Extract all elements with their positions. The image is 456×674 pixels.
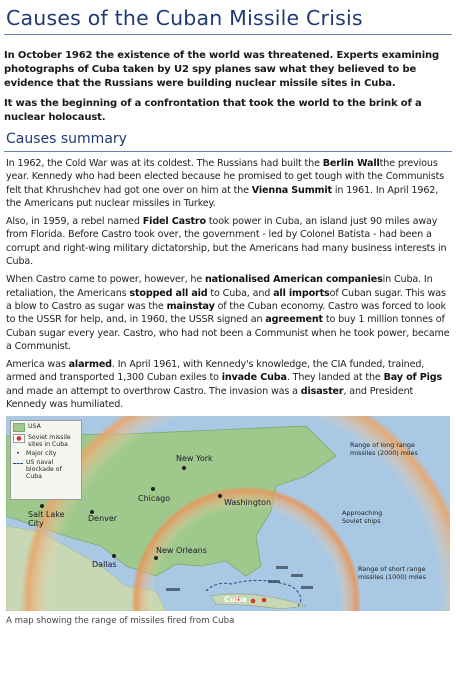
city-dot-chicago xyxy=(151,487,155,491)
intro xyxy=(4,49,452,125)
emphasis: alarmed xyxy=(68,359,112,371)
city-label-new-york: New York xyxy=(176,454,213,464)
text-run: took power in Cuba, an island just 90 miles away from Florida. Before Castro took over, the government - led by Colonel Batista - had been a corrupt and right-wing military dictatorship, but the Americans had many business interests in Cuba. xyxy=(6,216,447,268)
legend-missiles: Soviet missile sites in Cuba xyxy=(28,434,71,449)
page-title: Causes of the Cuban Missile Crisis xyxy=(4,0,452,35)
missile-swatch-icon: ● xyxy=(13,434,25,443)
legend-usa: USA xyxy=(28,423,41,431)
note-long-range: Range of long range missiles (2000) miles xyxy=(350,441,418,457)
city-dot-dallas xyxy=(112,554,116,558)
emphasis: Vienna Summit xyxy=(251,184,332,196)
text-run: America was xyxy=(6,359,69,371)
city-dot-new-york xyxy=(182,466,186,470)
section-heading: Causes summary xyxy=(4,131,452,152)
emphasis: mainstay xyxy=(166,300,215,312)
city-dot-salt-lake xyxy=(40,504,44,508)
emphasis: Berlin Wall xyxy=(322,158,380,169)
missile-range-map xyxy=(6,416,450,611)
text-run: When Castro came to power, however, he xyxy=(6,274,205,286)
usa-swatch-icon xyxy=(13,423,25,432)
city-label-chicago: Chicago xyxy=(138,494,171,504)
text-run: the previous year. Kennedy who had been elected because he promised to get tough with the Communists felt that Khrushchev had got one over on him at the xyxy=(6,158,445,196)
legend-city: Major city xyxy=(26,450,57,458)
blockade-swatch-icon xyxy=(13,459,23,464)
text-run: . They landed at the xyxy=(286,372,384,384)
note-short-range: Range of short range missiles (1000) miles xyxy=(358,565,426,581)
text-run: , and President Kennedy was humiliated. xyxy=(6,385,414,411)
summary-paragraph-1 xyxy=(6,157,452,210)
text-run: of the Cuban economy. Castro was forced to look to the USSR for help, and, in 1960, the USSR signed an xyxy=(6,300,446,326)
city-dot-washington xyxy=(218,494,222,498)
text-run: to Cuba, and xyxy=(207,287,274,299)
text-run: of Cuban sugar. This was a blow to Castro as sugar was the xyxy=(6,287,446,312)
label-cuba: Cuba xyxy=(224,595,247,605)
city-swatch-icon: • xyxy=(16,450,20,458)
emphasis: Fidel Castro xyxy=(142,216,206,228)
text-run: and made an attempt to overthrow Castro. The invasion was a xyxy=(6,385,301,397)
summary-paragraph-4 xyxy=(6,358,452,411)
legend-blockade: US naval blockade of Cuba xyxy=(26,459,62,481)
summary-paragraph-2 xyxy=(6,215,452,268)
emphasis: disaster xyxy=(300,385,344,397)
text-run: in 1961. In April 1962, the Americans put nuclear missiles in Turkey. xyxy=(6,184,439,209)
emphasis: Bay of Pigs xyxy=(383,372,443,384)
intro-paragraph-2: It was the beginning of a confrontation that took the world to the brink of a nuclear holocaust. xyxy=(4,98,422,123)
map-legend xyxy=(10,420,82,500)
text-run: to buy 1 million tonnes of Cuban sugar every year. Castro, who had not been a Communist when he took power, became a Communist. xyxy=(6,314,450,352)
note-ships: Approaching Soviet ships xyxy=(342,509,383,525)
intro-paragraph-1: In October 1962 the existence of the world was threatened. Experts examining photographs of Cuba taken by U2 spy planes saw what they believed to be evidence that the Russians were building nuclear missile sites in Cuba. xyxy=(4,50,439,89)
city-label-denver: Denver xyxy=(88,514,118,524)
city-label-washington: Washington xyxy=(224,498,272,508)
summary-body xyxy=(4,157,452,411)
text-run: . In April 1961, with Kennedy's knowledge, the CIA funded, trained, armed and transported 1,300 Cuban exiles to xyxy=(6,359,425,384)
emphasis: invade Cuba xyxy=(221,372,287,384)
summary-paragraph-3 xyxy=(6,273,452,353)
city-label-salt-lake: Salt Lake City xyxy=(28,510,65,529)
text-run: Also, in 1959, a rebel named xyxy=(6,216,143,228)
emphasis: all imports xyxy=(273,287,330,299)
emphasis: nationalised American companies xyxy=(204,274,383,286)
city-label-new-orleans: New Orleans xyxy=(156,546,207,556)
text-run: In 1962, the Cold War was at its coldest. The Russians had built the xyxy=(6,158,323,169)
city-dot-new-orleans xyxy=(154,556,158,560)
text-run: in Cuba. In retaliation, the Americans xyxy=(6,274,433,299)
city-label-dallas: Dallas xyxy=(92,560,117,570)
emphasis: stopped all aid xyxy=(129,287,208,299)
emphasis: agreement xyxy=(265,314,323,326)
figure-caption: A map showing the range of missiles fired from Cuba xyxy=(6,616,235,627)
